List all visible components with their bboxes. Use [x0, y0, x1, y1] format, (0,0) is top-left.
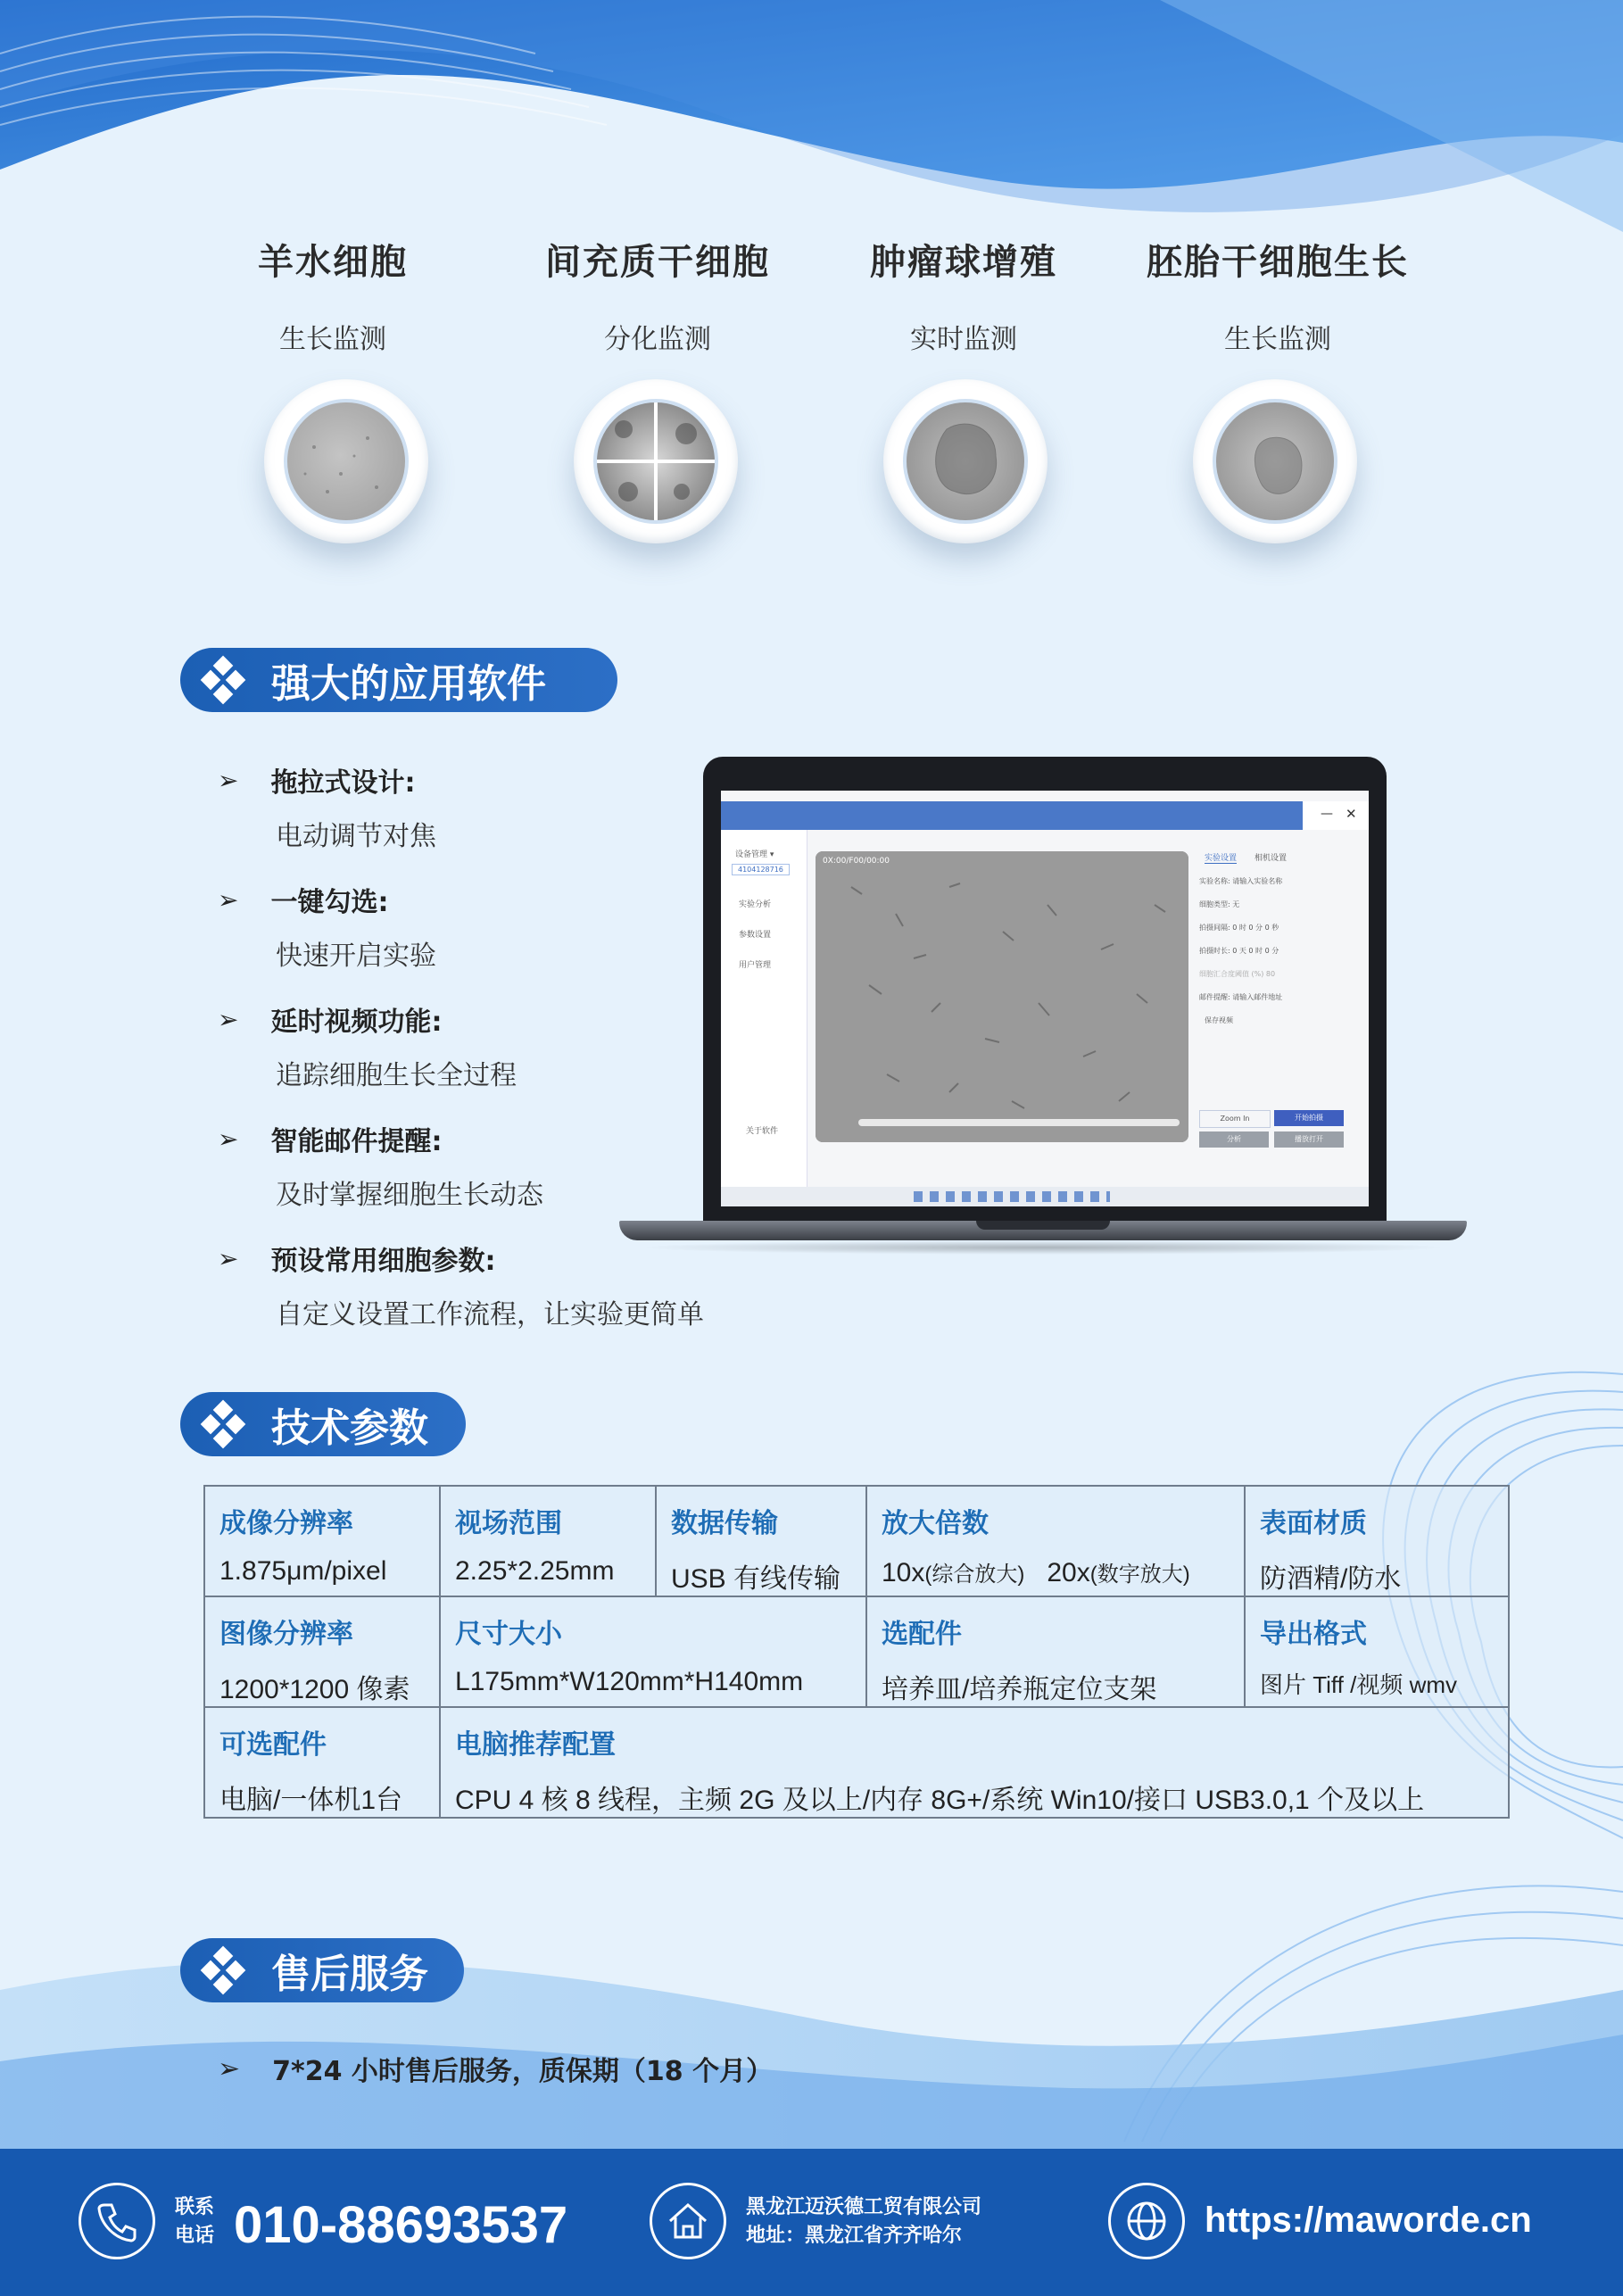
feature-title: 智能邮件提醒:: [270, 1126, 443, 1157]
petri-dish-image: [883, 379, 1047, 543]
service-text: 7*24 小时售后服务，质保期（18 个月）: [272, 2056, 774, 2087]
table-cell: [440, 1486, 656, 1596]
sidebar-item-users[interactable]: 用户管理: [739, 961, 772, 970]
video-progress-bar[interactable]: [858, 1119, 1180, 1126]
form-field[interactable]: 拍摄间隔: 0 时 0 分 0 秒: [1199, 924, 1279, 932]
spec-value: 培养皿/培养瓶定位支架: [882, 1675, 1157, 1704]
table-cell: [440, 1596, 866, 1707]
spec-label: 图像分辨率: [219, 1619, 353, 1650]
spec-label: 电脑推荐配置: [455, 1729, 616, 1761]
section-title: 强大的应用软件: [271, 661, 546, 707]
analyze-button[interactable]: 分析: [1199, 1131, 1269, 1148]
petri-dish-image: [264, 379, 428, 543]
magnification-digital: 20x: [1047, 1558, 1090, 1587]
save-video-checkbox[interactable]: 保存视频: [1205, 1016, 1233, 1024]
table-cell: [204, 1596, 440, 1707]
table-row: [204, 1707, 1509, 1818]
form-field[interactable]: 细胞类型: 无: [1199, 900, 1240, 908]
spec-table: [203, 1485, 1510, 1819]
category-title: 羊水细胞: [258, 242, 408, 283]
spec-label: 尺寸大小: [455, 1619, 562, 1650]
company-name: 黑龙江迈沃德工贸有限公司: [746, 2196, 982, 2218]
table-cell: [656, 1486, 866, 1596]
category-subtitle: 生长监测: [279, 324, 386, 355]
home-icon: [650, 2183, 726, 2259]
taskbar: [721, 1187, 1369, 1206]
feature-desc: 自定义设置工作流程，让实验更简单: [276, 1299, 704, 1330]
zoom-in-button[interactable]: Zoom In: [1199, 1110, 1271, 1128]
sidebar-item-about[interactable]: 关于软件: [746, 1127, 779, 1136]
microscope-video: [816, 851, 1188, 1142]
spec-value: [882, 1556, 1244, 1588]
cell-image: [816, 851, 1188, 1142]
device-id: 4104128716: [732, 864, 790, 875]
software-screen: [721, 791, 1369, 1206]
phone-number[interactable]: 010-88693537: [234, 2196, 568, 2254]
section-title: 售后服务: [271, 1952, 428, 1997]
arrow-bullet-icon: ➢: [218, 884, 239, 915]
magnification-note: (综合放大): [924, 1562, 1025, 1587]
magnification-optical: 10x: [882, 1558, 925, 1587]
spec-value: 2.25*2.25mm: [455, 1556, 615, 1586]
arrow-bullet-icon: ➢: [218, 1004, 239, 1034]
table-cell: [204, 1486, 440, 1596]
category-title: 肿瘤球增殖: [870, 242, 1057, 283]
spec-value: 防酒精/防水: [1260, 1564, 1402, 1594]
spec-value: CPU 4 核 8 线程，主频 2G 及以上/内存 8G+/系统 Win10/接口 USB3.0,1 个及以上: [455, 1786, 1425, 1815]
spec-value: L175mm*W120mm*H140mm: [455, 1667, 804, 1696]
spec-value: 1200*1200 像素: [219, 1675, 410, 1704]
table-cell: [1245, 1486, 1509, 1596]
tab-experiment-settings[interactable]: 实验设置: [1205, 851, 1237, 864]
spec-value: 1.875μm/pixel: [219, 1556, 387, 1586]
close-button[interactable]: ✕: [1346, 806, 1357, 822]
sidebar-item-analysis[interactable]: 实验分析: [739, 900, 772, 909]
form-field[interactable]: 细胞汇合度阈值 (%) 80: [1199, 970, 1276, 978]
sidebar-item-device[interactable]: 设备管理 ▾: [735, 850, 774, 859]
minimize-button[interactable]: —: [1321, 807, 1333, 821]
diamond-icon: [200, 1947, 246, 1993]
company-address: [746, 2193, 981, 2250]
window-titlebar: [721, 801, 1369, 830]
feature-item: [218, 999, 517, 1092]
category-subtitle: 分化监测: [604, 324, 711, 355]
footer: [0, 2149, 1623, 2296]
petri-dish-image: [574, 379, 738, 543]
arrow-bullet-icon: ➢: [218, 765, 239, 795]
category-embryonic: [1144, 234, 1412, 356]
table-row: [204, 1596, 1509, 1707]
petri-dish-image: [1193, 379, 1357, 543]
spec-value: 电脑/一体机1台: [219, 1786, 403, 1815]
feature-desc: 追踪细胞生长全过程: [276, 1060, 517, 1091]
form-field[interactable]: 邮件提醒: 请输入邮件地址: [1199, 993, 1283, 1001]
website-link[interactable]: https://maworde.cn: [1205, 2201, 1532, 2240]
arrow-bullet-icon: ➢: [218, 2052, 241, 2085]
spec-label: 可选配件: [219, 1729, 327, 1761]
arrow-bullet-icon: ➢: [218, 1123, 239, 1154]
feature-title: 预设常用细胞参数:: [270, 1246, 496, 1277]
settings-panel: [1199, 851, 1360, 1146]
spec-value: USB 有线传输: [671, 1564, 841, 1594]
sidebar-item-params[interactable]: 参数设置: [739, 931, 772, 940]
section-header-specs: [180, 1392, 466, 1456]
spec-label: 视场范围: [455, 1508, 562, 1539]
form-field[interactable]: 实验名称: 请输入实验名称: [1199, 877, 1283, 885]
phone-icon: [79, 2183, 155, 2259]
section-header-service: [180, 1938, 464, 2002]
laptop-image: [619, 757, 1467, 1262]
category-mesenchymal: [524, 234, 791, 356]
category-subtitle: 实时监测: [910, 324, 1017, 355]
category-tumor-sphere: [830, 234, 1097, 356]
table-cell: [866, 1486, 1245, 1596]
category-title: 胚胎干细胞生长: [1147, 242, 1409, 283]
spec-label: 选配件: [882, 1619, 962, 1650]
diamond-icon: [200, 657, 246, 703]
section-header-software: [180, 648, 617, 712]
phone-label: 联系 电话: [175, 2196, 215, 2247]
arrow-bullet-icon: ➢: [218, 1243, 239, 1273]
feature-desc: 电动调节对焦: [276, 821, 436, 852]
spec-label: 导出格式: [1260, 1619, 1367, 1650]
spec-label: 数据传输: [671, 1508, 778, 1539]
spec-label: 成像分辨率: [219, 1508, 353, 1539]
spec-label: 表面材质: [1260, 1508, 1367, 1539]
category-title: 间充质干细胞: [545, 242, 770, 283]
form-field[interactable]: 拍摄时长: 0 天 0 时 0 分: [1199, 947, 1279, 955]
export-button[interactable]: 播放打开: [1274, 1131, 1344, 1148]
feature-title: 一键勾选:: [270, 887, 389, 918]
table-row: [204, 1486, 1509, 1596]
feature-desc: 快速开启实验: [276, 941, 436, 972]
spec-value: 图片 Tiff /视频 wmv: [1260, 1671, 1458, 1698]
feature-item: [218, 880, 436, 973]
category-subtitle: 生长监测: [1224, 324, 1331, 355]
tab-camera-settings[interactable]: 相机设置: [1255, 854, 1288, 863]
globe-icon: [1108, 2183, 1185, 2259]
table-cell: [204, 1707, 440, 1818]
sidebar: [721, 830, 807, 1187]
magnification-note: (数字放大): [1089, 1562, 1190, 1587]
spec-label: 放大倍数: [882, 1508, 989, 1539]
table-cell: [1245, 1596, 1509, 1707]
feature-title: 拖拉式设计:: [270, 767, 416, 799]
feature-item: [218, 1119, 543, 1212]
category-section: [0, 0, 1623, 625]
table-cell: [440, 1707, 1509, 1818]
address: 地址：黑龙江省齐齐哈尔: [746, 2225, 963, 2247]
feature-item: [218, 760, 436, 853]
start-capture-button[interactable]: 开始拍摄: [1274, 1110, 1344, 1126]
service-item: [218, 2049, 773, 2088]
table-cell: [866, 1596, 1245, 1707]
feature-title: 延时视频功能:: [270, 1007, 443, 1038]
video-timestamp: 0X:00/F00/00:00: [823, 857, 890, 866]
feature-desc: 及时掌握细胞生长动态: [276, 1180, 543, 1211]
category-amniotic: [199, 234, 467, 356]
section-title: 技术参数: [271, 1405, 428, 1451]
diamond-icon: [200, 1401, 246, 1447]
